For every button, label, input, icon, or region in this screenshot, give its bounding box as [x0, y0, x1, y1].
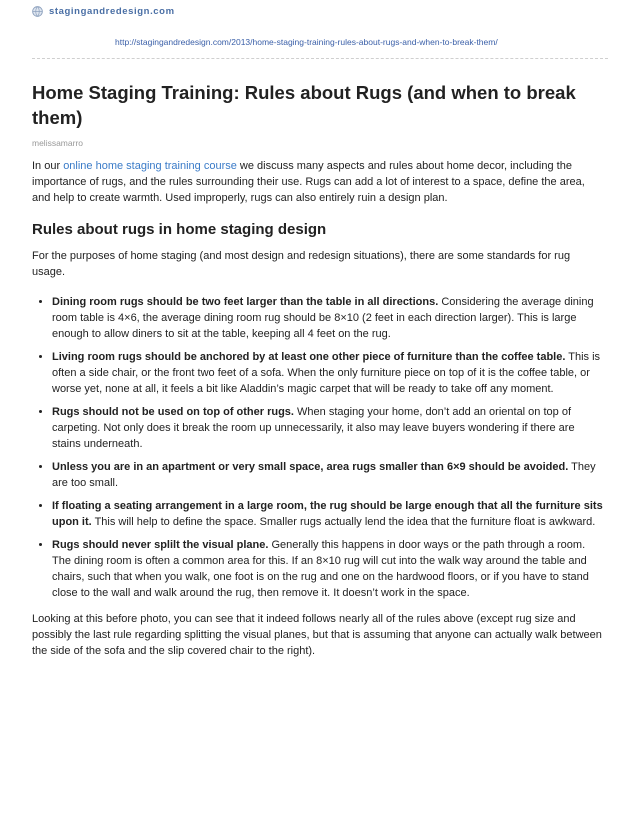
training-course-link[interactable]: online home staging training course	[63, 160, 237, 172]
closing-paragraph: Looking at this before photo, you can see that it indeed follows nearly all of the rules above (except rug size and possibly the last rule regarding splitting the visual planes, but that is assuming that anyone can actually walk between the side of the sofa and the slip covered chair to the right).	[32, 613, 602, 657]
rule-text: They are too small.	[52, 461, 596, 489]
rule-text: Considering the average dining room table is 4×6, the average dining room rug should be 8×10 (2 feet in each direction larger). This is large enough to allow diners to sit at the table, keeping all 4 feet on the rug.	[52, 296, 594, 340]
site-header	[32, 4, 608, 18]
globe-icon	[32, 6, 43, 17]
rule-item	[52, 349, 606, 397]
intro-text-after: we discuss many aspects and rules about home decor, including the importance of rugs, and the rules surrounding their use. Rugs can add a lot of interest to a space, define the area, and help to create warmth. Used improperly, rugs can also entirely ruin a design plan.	[32, 160, 585, 204]
article-body	[32, 158, 606, 673]
rule-heading: Living room rugs should be anchored by at least one other piece of furniture than the coffee table.	[52, 351, 566, 363]
rule-item	[52, 537, 606, 601]
rule-heading: Rugs should never splilt the visual plane.	[52, 539, 269, 551]
intro-text-before: In our	[32, 160, 64, 172]
rule-heading: Dining room rugs should be two feet larger than the table in all directions.	[52, 296, 439, 308]
rule-item	[52, 404, 606, 452]
rule-item	[52, 459, 606, 491]
rule-text: Generally this happens in door ways or the path through a room. The dining room is often a common area for this. If an 8×10 rug will cut into the walk way around the table and chairs, such that when you walk, one foot is on the rug and one on the hardwood floors, or if you have to stand close to the wall and walk around the rug, then remove it. It doesn’t work in the space.	[52, 539, 589, 599]
rule-heading: Rugs should not be used on top of other rugs.	[52, 406, 294, 418]
rule-heading: If floating a seating arrangement in a large room, the rug should be large enough that all the furniture sits upon it.	[52, 500, 603, 528]
rule-item	[52, 498, 606, 530]
rule-text: When staging your home, don’t add an oriental on top of carpeting. Not only does it break the room up unnecessarily, it also may leave buyers wondering if there are stains underneath.	[52, 406, 575, 450]
rule-heading: Unless you are in an apartment or very small space, area rugs smaller than 6×9 should be avoided.	[52, 461, 569, 473]
site-name[interactable]: stagingandredesign.com	[49, 5, 175, 17]
source-url-link[interactable]: http://stagingandredesign.com/2013/home-staging-training-rules-about-rugs-and-when-to-break-them/	[115, 37, 498, 47]
intro-paragraph	[32, 158, 606, 206]
rules-list	[32, 294, 606, 601]
article-title: Home Staging Training: Rules about Rugs (and when to break them)	[32, 82, 576, 128]
header-divider	[32, 58, 608, 59]
section-heading: Rules about rugs in home staging design	[32, 221, 327, 238]
rule-text: This is often a side chair, or the front two feet of a sofa. When the only furniture piece on top of it is the coffee table, or worse yet, none at all, it feels a bit like Aladdin’s magic carpet that will be ready to take off any moment.	[52, 351, 601, 395]
rule-item	[52, 294, 606, 342]
rule-text: This will help to define the space. Smaller rugs actually lend the idea that the furniture float is awkward.	[91, 516, 596, 528]
author-name[interactable]: melissamarro	[32, 138, 84, 148]
section-intro: For the purposes of home staging (and most design and redesign situations), there are some standards for rug usage.	[32, 250, 571, 278]
